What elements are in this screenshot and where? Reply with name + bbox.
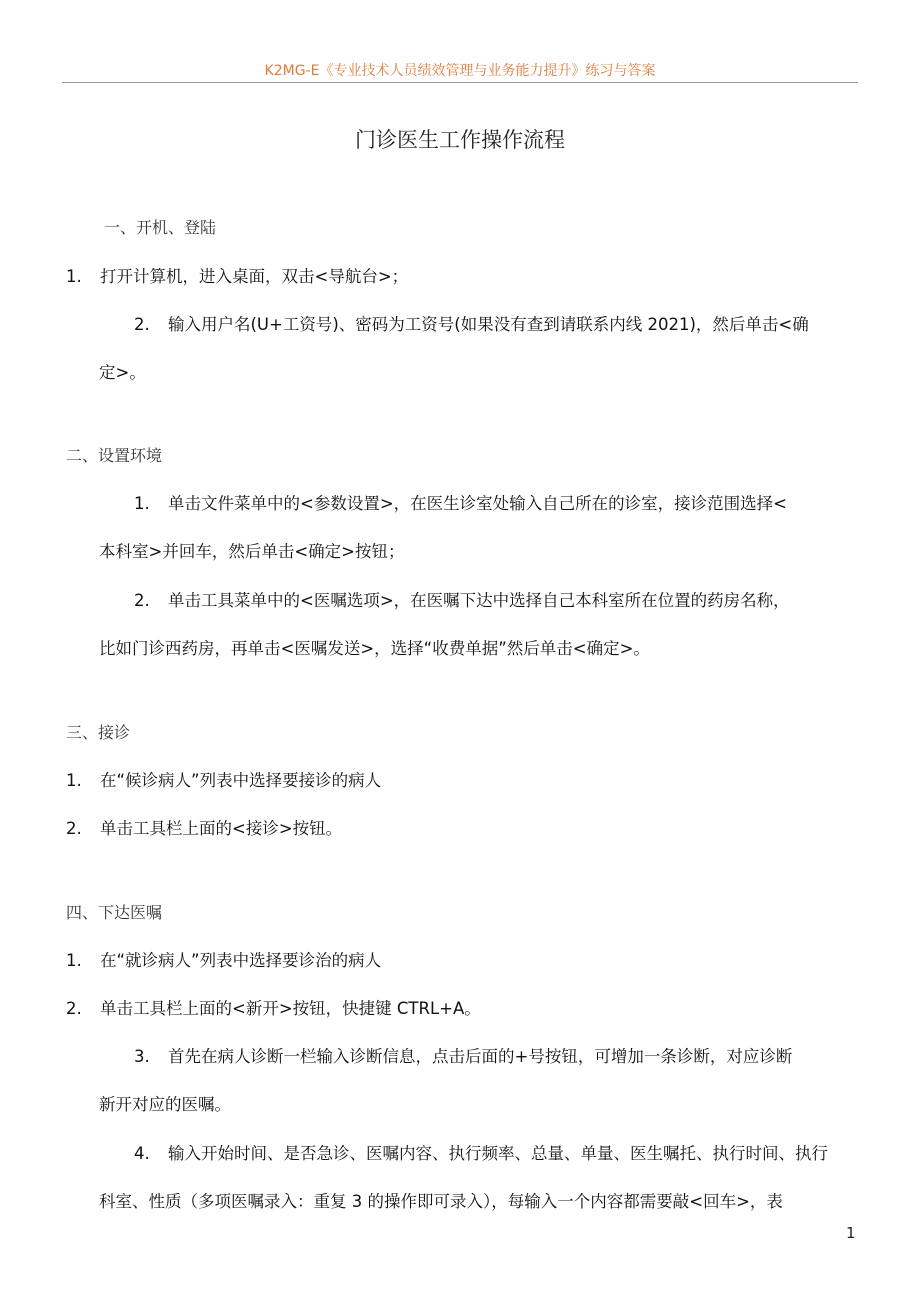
- list-number: 2.: [66, 999, 82, 1018]
- list-number: 4.: [134, 1144, 150, 1163]
- list-text: 输入开始时间、是否急诊、医嘱内容、执行频率、总量、单量、医生嘱托、执行时间、执行: [168, 1144, 828, 1163]
- list-item: [66, 770, 381, 792]
- list-text: 单击文件菜单中的<参数设置>，在医生诊室处输入自己所在的诊室，接诊范围选择<: [168, 494, 787, 513]
- list-text: 打开计算机，进入桌面，双击<导航台>；: [100, 267, 409, 286]
- list-text: 输入用户名(U+工资号)、密码为工资号(如果没有查到请联系内线 2021)，然后单击<确: [168, 315, 809, 334]
- document-title: 门诊医生工作操作流程: [355, 128, 565, 152]
- page-number: 1: [846, 1224, 856, 1242]
- list-continuation: 比如门诊西药房，再单击<医嘱发送>，选择“收费单据”然后单击<确定>。: [99, 639, 650, 658]
- section-heading-1: 一、开机、登陆: [104, 218, 217, 237]
- list-number: 1.: [66, 267, 82, 286]
- list-continuation: 本科室>并回车，然后单击<确定>按钮；: [99, 542, 405, 561]
- list-text: 单击工具栏上面的<新开>按钮，快捷键 CTRL+A。: [100, 999, 481, 1018]
- list-text: 首先在病人诊断一栏输入诊断信息，点击后面的+号按钮，可增加一条诊断，对应诊断: [168, 1047, 793, 1066]
- list-text: 在“候诊病人”列表中选择要接诊的病人: [100, 771, 382, 790]
- list-item: [134, 493, 787, 515]
- list-item: [134, 1143, 828, 1165]
- list-number: 1.: [134, 494, 150, 513]
- list-text: 单击工具菜单中的<医嘱选项>，在医嘱下达中选择自己本科室所在位置的药房名称，: [168, 591, 790, 610]
- list-item: [134, 314, 809, 336]
- list-item: [66, 998, 481, 1020]
- list-number: 2.: [134, 315, 150, 334]
- list-item: [134, 590, 790, 612]
- list-continuation: 新开对应的医嘱。: [99, 1095, 231, 1114]
- list-item: [66, 818, 342, 840]
- list-number: 1.: [66, 951, 82, 970]
- list-number: 3.: [134, 1047, 150, 1066]
- section-heading-3: 三、接诊: [66, 723, 131, 742]
- list-number: 1.: [66, 771, 82, 790]
- list-number: 2.: [134, 591, 150, 610]
- section-heading-4: 四、下达医嘱: [66, 903, 163, 922]
- list-number: 2.: [66, 819, 82, 838]
- list-continuation: 科室、性质（多项医嘱录入：重复 3 的操作即可录入），每输入一个内容都需要敲<回车>，表: [99, 1192, 783, 1211]
- header-rule: [62, 82, 858, 83]
- list-continuation: 定>。: [99, 363, 146, 382]
- running-header: K2MG-E《专业技术人员绩效管理与业务能力提升》练习与答案: [264, 63, 656, 79]
- list-item: [66, 950, 381, 972]
- list-item: [66, 266, 408, 288]
- list-text: 单击工具栏上面的<接诊>按钮。: [100, 819, 343, 838]
- list-text: 在“就诊病人”列表中选择要诊治的病人: [100, 951, 382, 970]
- section-heading-2: 二、设置环境: [66, 446, 163, 465]
- list-item: [134, 1046, 792, 1068]
